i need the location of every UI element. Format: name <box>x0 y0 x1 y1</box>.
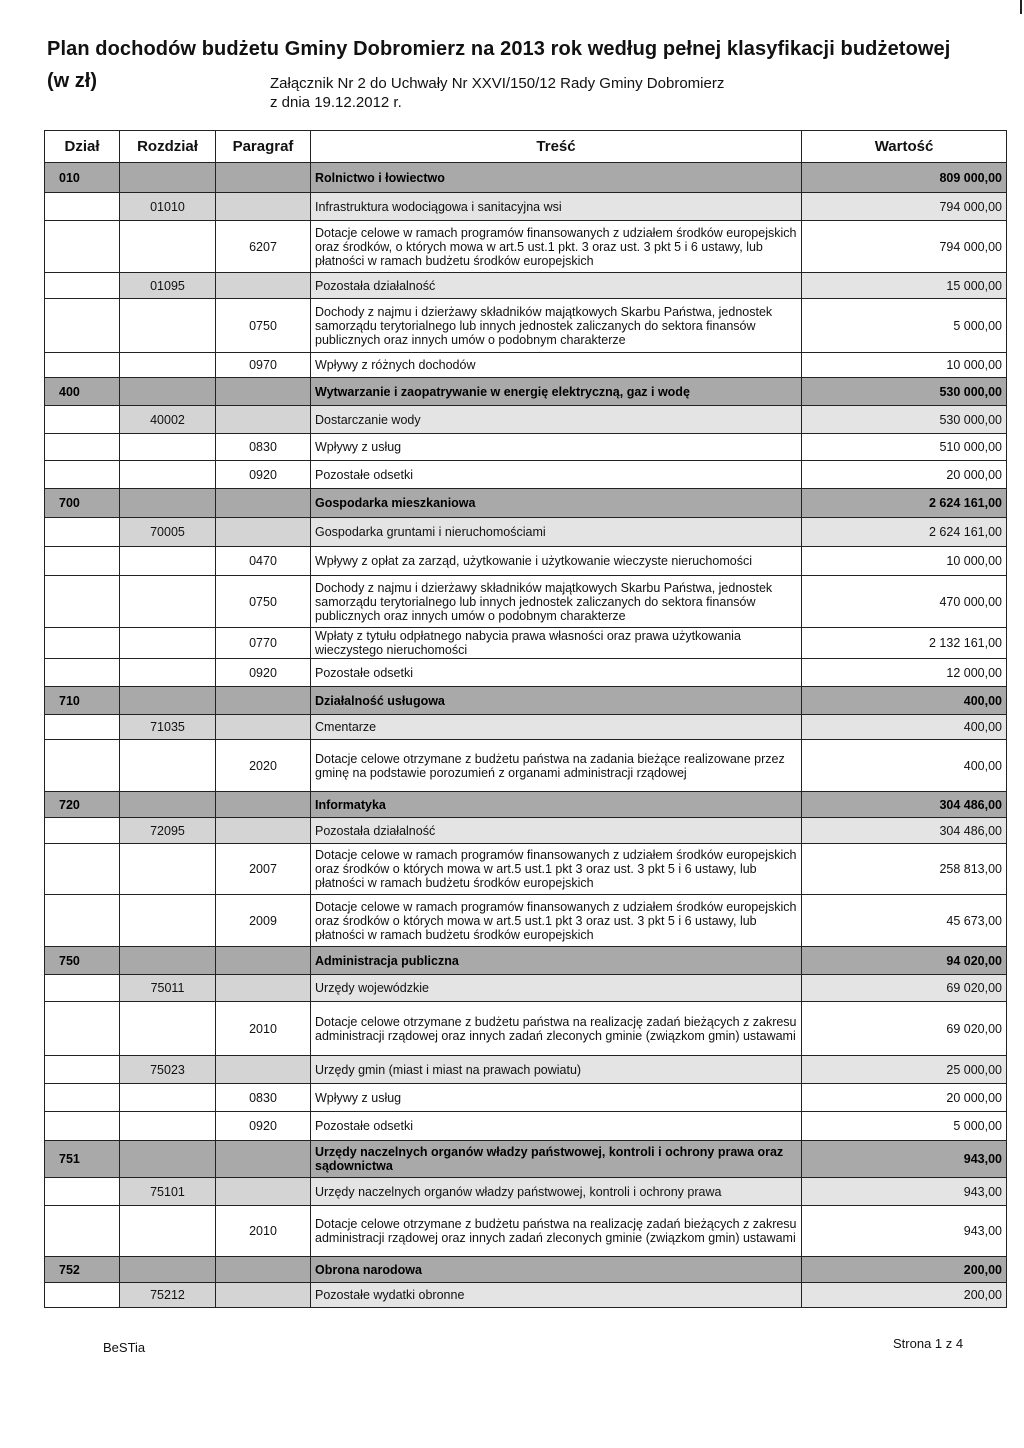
dzial-cell <box>45 518 120 547</box>
paragraf-cell <box>216 975 311 1002</box>
tresc-cell: Gospodarka gruntami i nieruchomościami <box>311 518 802 547</box>
rozdzial-cell <box>120 221 216 273</box>
table-row-rozdzial <box>45 818 1007 844</box>
paragraf-cell <box>216 518 311 547</box>
wartosc-cell: 470 000,00 <box>802 576 1007 628</box>
table-body <box>45 163 1007 1308</box>
tresc-cell: Wpływy z usług <box>311 1084 802 1112</box>
footer-software: BeSTia <box>103 1340 146 1355</box>
wartosc-cell: 25 000,00 <box>802 1056 1007 1084</box>
wartosc-cell: 943,00 <box>802 1178 1007 1206</box>
wartosc-cell: 5 000,00 <box>802 299 1007 353</box>
wartosc-cell: 2 624 161,00 <box>802 518 1007 547</box>
wartosc-cell: 20 000,00 <box>802 461 1007 489</box>
wartosc-cell: 304 486,00 <box>802 818 1007 844</box>
paragraf-code: 2007 <box>216 844 311 895</box>
tresc-cell: Wpływy z usług <box>311 434 802 461</box>
document-title: Plan dochodów budżetu Gminy Dobromierz na 2013 rok według pełnej klasyfikacji budżetowej <box>47 38 951 60</box>
wartosc-cell: 400,00 <box>802 687 1007 715</box>
paragraf-code: 6207 <box>216 221 311 273</box>
paragraf-cell <box>216 1056 311 1084</box>
table-row-paragraf <box>45 740 1007 792</box>
rozdzial-cell <box>120 1084 216 1112</box>
col-header-wartosc: Wartość <box>802 131 1007 163</box>
paragraf-cell <box>216 687 311 715</box>
table-row-paragraf <box>45 221 1007 273</box>
resolution-date: z dnia 19.12.2012 r. <box>270 94 402 111</box>
tresc-cell: Informatyka <box>311 792 802 818</box>
paragraf-code: 0970 <box>216 353 311 378</box>
tresc-cell: Pozostałe odsetki <box>311 1112 802 1141</box>
tresc-cell: Pozostałe odsetki <box>311 461 802 489</box>
dzial-code: 700 <box>45 489 120 518</box>
tresc-cell: Obrona narodowa <box>311 1257 802 1283</box>
page-number: Strona 1 z 4 <box>893 1336 964 1351</box>
dzial-code: 720 <box>45 792 120 818</box>
rozdzial-cell <box>120 844 216 895</box>
table-row-paragraf <box>45 844 1007 895</box>
tresc-cell: Cmentarze <box>311 715 802 740</box>
rozdzial-code: 40002 <box>120 406 216 434</box>
rozdzial-cell <box>120 378 216 406</box>
dzial-cell <box>45 895 120 947</box>
table-row-rozdzial <box>45 193 1007 221</box>
wartosc-cell: 2 624 161,00 <box>802 489 1007 518</box>
col-header-dzial: Dział <box>45 131 120 163</box>
wartosc-cell: 12 000,00 <box>802 659 1007 687</box>
wartosc-cell: 69 020,00 <box>802 975 1007 1002</box>
dzial-cell <box>45 975 120 1002</box>
rozdzial-cell <box>120 740 216 792</box>
table-row-rozdzial <box>45 406 1007 434</box>
rozdzial-cell <box>120 1141 216 1178</box>
dzial-cell <box>45 628 120 659</box>
tresc-cell: Dostarczanie wody <box>311 406 802 434</box>
tresc-cell: Urzędy wojewódzkie <box>311 975 802 1002</box>
table-row-paragraf <box>45 1112 1007 1141</box>
paragraf-code: 0750 <box>216 299 311 353</box>
table-row-paragraf <box>45 1002 1007 1056</box>
dzial-code: 752 <box>45 1257 120 1283</box>
tresc-cell: Wpływy z różnych dochodów <box>311 353 802 378</box>
wartosc-cell: 10 000,00 <box>802 547 1007 576</box>
paragraf-code: 0770 <box>216 628 311 659</box>
wartosc-cell: 258 813,00 <box>802 844 1007 895</box>
table-row-dzial <box>45 378 1007 406</box>
dzial-cell <box>45 273 120 299</box>
dzial-code: 750 <box>45 947 120 975</box>
rozdzial-cell <box>120 299 216 353</box>
tresc-cell: Rolnictwo i łowiectwo <box>311 163 802 193</box>
paragraf-cell <box>216 406 311 434</box>
rozdzial-code: 75011 <box>120 975 216 1002</box>
dzial-code: 710 <box>45 687 120 715</box>
table-row-dzial <box>45 489 1007 518</box>
table-row-rozdzial <box>45 1056 1007 1084</box>
dzial-cell <box>45 844 120 895</box>
rozdzial-cell <box>120 547 216 576</box>
wartosc-cell: 530 000,00 <box>802 406 1007 434</box>
dzial-code: 751 <box>45 1141 120 1178</box>
paragraf-code: 0830 <box>216 1084 311 1112</box>
rozdzial-cell <box>120 628 216 659</box>
rozdzial-code: 75212 <box>120 1283 216 1308</box>
wartosc-cell: 200,00 <box>802 1283 1007 1308</box>
tresc-cell: Administracja publiczna <box>311 947 802 975</box>
dzial-cell <box>45 740 120 792</box>
rozdzial-code: 01010 <box>120 193 216 221</box>
table-row-paragraf <box>45 434 1007 461</box>
paragraf-code: 0830 <box>216 434 311 461</box>
tresc-cell: Działalność usługowa <box>311 687 802 715</box>
rozdzial-cell <box>120 895 216 947</box>
dzial-cell <box>45 659 120 687</box>
dzial-cell <box>45 1283 120 1308</box>
col-header-paragraf: Paragraf <box>216 131 311 163</box>
dzial-cell <box>45 299 120 353</box>
dzial-cell <box>45 576 120 628</box>
rozdzial-cell <box>120 434 216 461</box>
dzial-cell <box>45 461 120 489</box>
rozdzial-code: 70005 <box>120 518 216 547</box>
paragraf-cell <box>216 163 311 193</box>
rozdzial-cell <box>120 576 216 628</box>
rozdzial-code: 75023 <box>120 1056 216 1084</box>
paragraf-code: 2010 <box>216 1206 311 1257</box>
wartosc-cell: 400,00 <box>802 740 1007 792</box>
wartosc-cell: 510 000,00 <box>802 434 1007 461</box>
table-row-rozdzial <box>45 975 1007 1002</box>
tresc-cell: Urzędy naczelnych organów władzy państwowej, kontroli i ochrony prawa <box>311 1178 802 1206</box>
table-row-rozdzial <box>45 1283 1007 1308</box>
rozdzial-cell <box>120 687 216 715</box>
wartosc-cell: 10 000,00 <box>802 353 1007 378</box>
paragraf-code: 0470 <box>216 547 311 576</box>
table-row-paragraf <box>45 1084 1007 1112</box>
rozdzial-cell <box>120 489 216 518</box>
paragraf-cell <box>216 489 311 518</box>
tresc-cell: Dotacje celowe w ramach programów finansowanych z udziałem środków europejskich oraz środków o których mowa w art.5 ust.1 pkt 3 oraz ust. 3 pkt 5 i 6 ustawy, lub płatności w ramach budżetu środków europejskich <box>311 844 802 895</box>
dzial-cell <box>45 434 120 461</box>
tresc-cell: Urzędy naczelnych organów władzy państwowej, kontroli i ochrony prawa oraz sądownictwa <box>311 1141 802 1178</box>
wartosc-cell: 530 000,00 <box>802 378 1007 406</box>
table-row-dzial <box>45 163 1007 193</box>
tresc-cell: Pozostałe wydatki obronne <box>311 1283 802 1308</box>
dzial-cell <box>45 818 120 844</box>
table-row-paragraf <box>45 299 1007 353</box>
dzial-cell <box>45 406 120 434</box>
tresc-cell: Wytwarzanie i zaopatrywanie w energię elektryczną, gaz i wodę <box>311 378 802 406</box>
table-row-paragraf <box>45 895 1007 947</box>
paragraf-cell <box>216 1178 311 1206</box>
paragraf-cell <box>216 378 311 406</box>
paragraf-cell <box>216 273 311 299</box>
rozdzial-cell <box>120 353 216 378</box>
dzial-cell <box>45 1056 120 1084</box>
tresc-cell: Wpłaty z tytułu odpłatnego nabycia prawa własności oraz prawa użytkowania wieczystego nieruchomości <box>311 628 802 659</box>
rozdzial-code: 75101 <box>120 1178 216 1206</box>
table-row-dzial <box>45 687 1007 715</box>
resolution-reference: Załącznik Nr 2 do Uchwały Nr XXVI/150/12 Rady Gminy Dobromierz <box>270 75 725 92</box>
wartosc-cell: 94 020,00 <box>802 947 1007 975</box>
tresc-cell: Pozostała działalność <box>311 273 802 299</box>
table-row-paragraf <box>45 461 1007 489</box>
paragraf-cell <box>216 715 311 740</box>
dzial-cell <box>45 1084 120 1112</box>
wartosc-cell: 20 000,00 <box>802 1084 1007 1112</box>
rozdzial-code: 72095 <box>120 818 216 844</box>
wartosc-cell: 304 486,00 <box>802 792 1007 818</box>
table-row-paragraf <box>45 576 1007 628</box>
tresc-cell: Dotacje celowe otrzymane z budżetu państwa na realizację zadań bieżących z zakresu administracji rządowej oraz innych zadań zleconych gminie (związkom gmin) ustawami <box>311 1206 802 1257</box>
rozdzial-cell <box>120 1257 216 1283</box>
paragraf-code: 0750 <box>216 576 311 628</box>
table-row-dzial <box>45 947 1007 975</box>
tresc-cell: Urzędy gmin (miast i miast na prawach powiatu) <box>311 1056 802 1084</box>
wartosc-cell: 200,00 <box>802 1257 1007 1283</box>
col-header-tresc: Treść <box>311 131 802 163</box>
paragraf-code: 0920 <box>216 461 311 489</box>
tresc-cell: Dotacje celowe otrzymane z budżetu państwa na realizację zadań bieżących z zakresu administracji rządowej oraz innych zadań zleconych gminie (związkom gmin) ustawami <box>311 1002 802 1056</box>
paragraf-cell <box>216 792 311 818</box>
rozdzial-cell <box>120 1112 216 1141</box>
tresc-cell: Infrastruktura wodociągowa i sanitacyjna wsi <box>311 193 802 221</box>
dzial-cell <box>45 193 120 221</box>
wartosc-cell: 794 000,00 <box>802 221 1007 273</box>
rozdzial-code: 71035 <box>120 715 216 740</box>
table-row-dzial <box>45 1141 1007 1178</box>
rozdzial-code: 01095 <box>120 273 216 299</box>
table-row-paragraf <box>45 659 1007 687</box>
rozdzial-cell <box>120 792 216 818</box>
unit-label: (w zł) <box>47 70 97 92</box>
dzial-code: 400 <box>45 378 120 406</box>
dzial-cell <box>45 1178 120 1206</box>
dzial-cell <box>45 547 120 576</box>
wartosc-cell: 15 000,00 <box>802 273 1007 299</box>
paragraf-code: 2020 <box>216 740 311 792</box>
rozdzial-cell <box>120 163 216 193</box>
wartosc-cell: 5 000,00 <box>802 1112 1007 1141</box>
tresc-cell: Pozostała działalność <box>311 818 802 844</box>
table-row-rozdzial <box>45 715 1007 740</box>
rozdzial-cell <box>120 659 216 687</box>
table-row-paragraf <box>45 547 1007 576</box>
paragraf-cell <box>216 1257 311 1283</box>
table-row-paragraf <box>45 1206 1007 1257</box>
budget-table <box>44 130 1007 1308</box>
table-row-rozdzial <box>45 518 1007 547</box>
wartosc-cell: 794 000,00 <box>802 193 1007 221</box>
table-row-paragraf <box>45 353 1007 378</box>
wartosc-cell: 400,00 <box>802 715 1007 740</box>
dzial-cell <box>45 715 120 740</box>
dzial-cell <box>45 1002 120 1056</box>
paragraf-code: 0920 <box>216 1112 311 1141</box>
table-row-rozdzial <box>45 1178 1007 1206</box>
table-row-dzial <box>45 792 1007 818</box>
wartosc-cell: 809 000,00 <box>802 163 1007 193</box>
paragraf-code: 0920 <box>216 659 311 687</box>
dzial-cell <box>45 221 120 273</box>
tresc-cell: Dochody z najmu i dzierżawy składników majątkowych Skarbu Państwa, jednostek samorządu terytorialnego lub innych jednostek zaliczanych do sektora finansów publicznych oraz innych umów o podobnym charakterze <box>311 576 802 628</box>
tresc-cell: Pozostałe odsetki <box>311 659 802 687</box>
paragraf-cell <box>216 818 311 844</box>
dzial-cell <box>45 353 120 378</box>
col-header-rozdzial: Rozdział <box>120 131 216 163</box>
wartosc-cell: 69 020,00 <box>802 1002 1007 1056</box>
table-row-dzial <box>45 1257 1007 1283</box>
wartosc-cell: 943,00 <box>802 1141 1007 1178</box>
paragraf-code: 2010 <box>216 1002 311 1056</box>
table-row-paragraf <box>45 628 1007 659</box>
wartosc-cell: 2 132 161,00 <box>802 628 1007 659</box>
tresc-cell: Gospodarka mieszkaniowa <box>311 489 802 518</box>
rozdzial-cell <box>120 1206 216 1257</box>
paragraf-cell <box>216 947 311 975</box>
tresc-cell: Dotacje celowe otrzymane z budżetu państwa na zadania bieżące realizowane przez gminę na podstawie porozumień z organami administracji rządowej <box>311 740 802 792</box>
paragraf-cell <box>216 193 311 221</box>
dzial-cell <box>45 1112 120 1141</box>
rozdzial-cell <box>120 461 216 489</box>
tresc-cell: Wpływy z opłat za zarząd, użytkowanie i użytkowanie wieczyste nieruchomości <box>311 547 802 576</box>
tresc-cell: Dochody z najmu i dzierżawy składników majątkowych Skarbu Państwa, jednostek samorządu terytorialnego lub innych jednostek zaliczanych do sektora finansów publicznych oraz innych umów o podobnym charakterze <box>311 299 802 353</box>
wartosc-cell: 943,00 <box>802 1206 1007 1257</box>
paragraf-code: 2009 <box>216 895 311 947</box>
rozdzial-cell <box>120 947 216 975</box>
table-row-rozdzial <box>45 273 1007 299</box>
paragraf-cell <box>216 1283 311 1308</box>
tresc-cell: Dotacje celowe w ramach programów finansowanych z udziałem środków europejskich oraz środków o których mowa w art.5 ust.1 pkt 3 oraz ust. 3 pkt 5 i 6 ustawy, lub płatności w ramach budżetu środków europejskich <box>311 895 802 947</box>
tresc-cell: Dotacje celowe w ramach programów finansowanych z udziałem środków europejskich oraz środków, o których mowa w art.5 ust.1 pkt. 3 oraz ust. 3 pkt 5 i 6 ustawy, lub płatności w ramach budżetu środków europejskich <box>311 221 802 273</box>
dzial-code: 010 <box>45 163 120 193</box>
edge-mark <box>1020 0 1022 14</box>
wartosc-cell: 45 673,00 <box>802 895 1007 947</box>
paragraf-cell <box>216 1141 311 1178</box>
rozdzial-cell <box>120 1002 216 1056</box>
dzial-cell <box>45 1206 120 1257</box>
table-header-row <box>45 131 1007 163</box>
